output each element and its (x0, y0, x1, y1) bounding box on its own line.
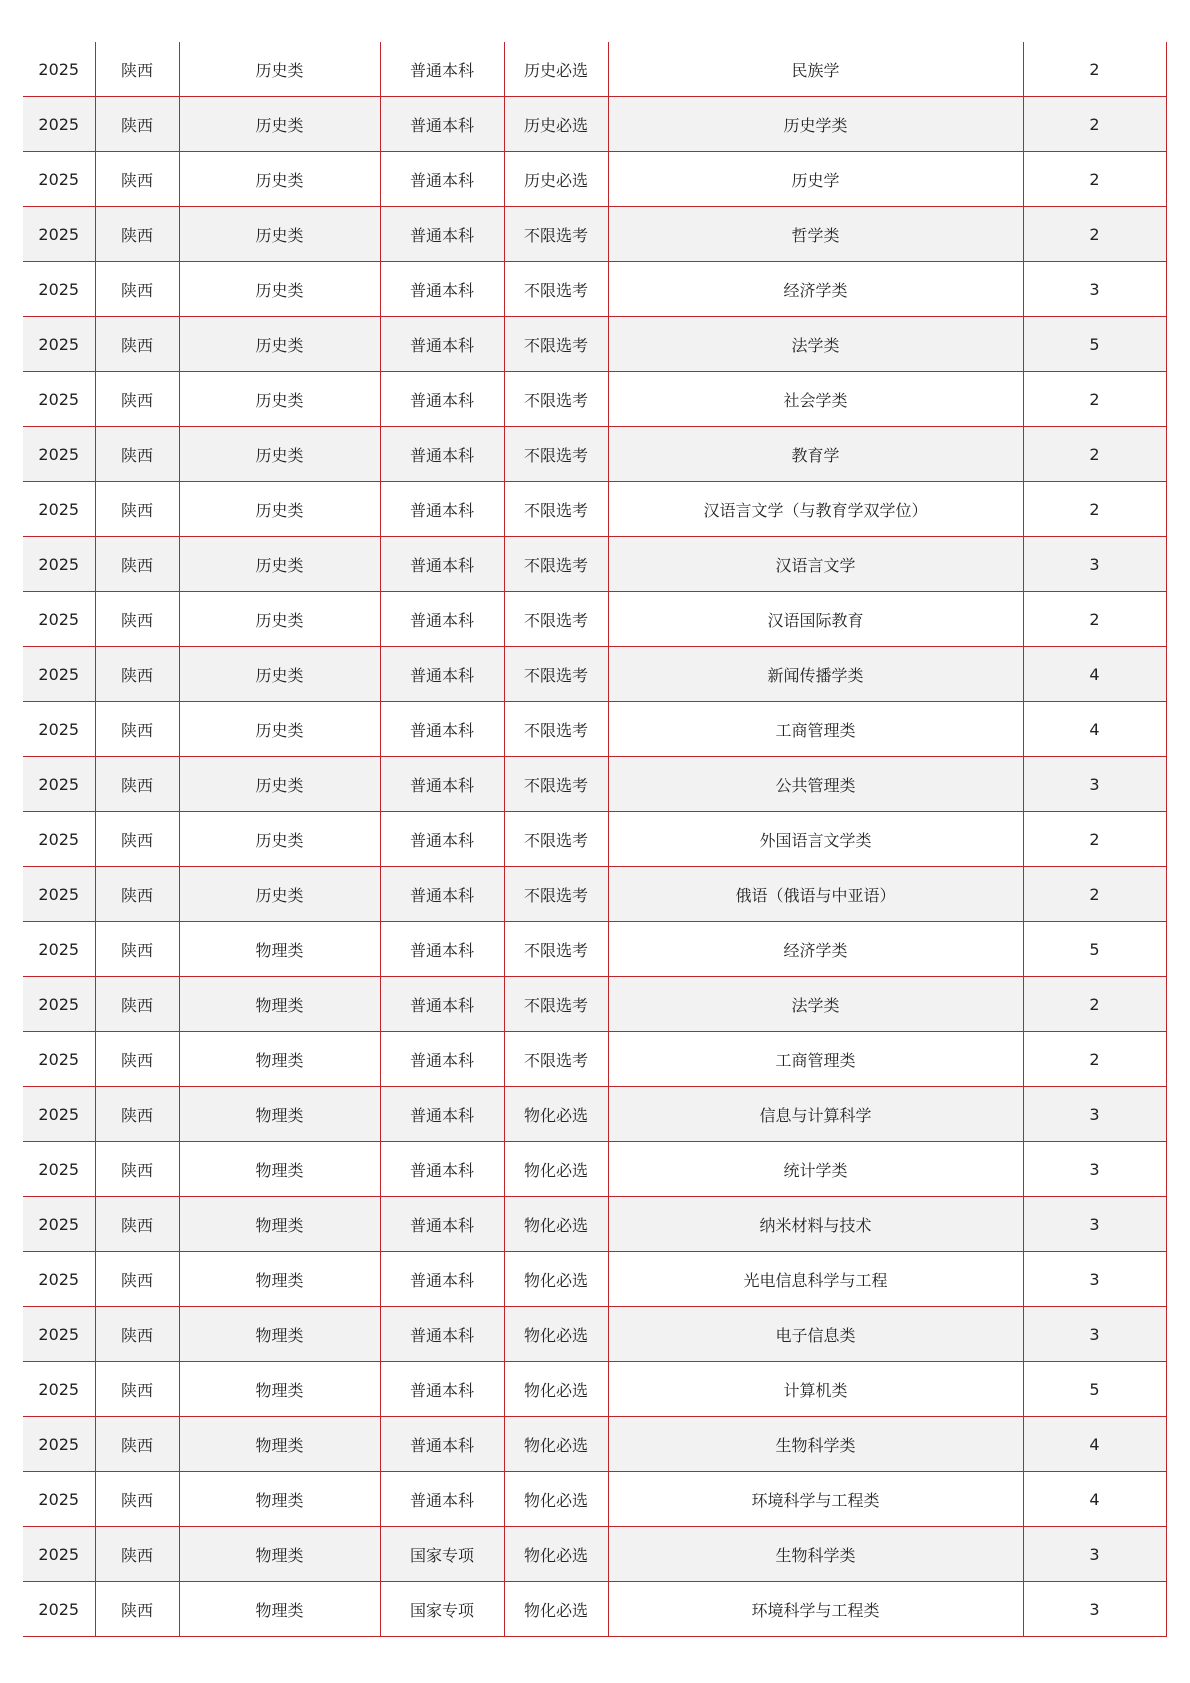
year-cell: 2025 (23, 1142, 95, 1197)
quota-cell: 2 (1023, 592, 1166, 647)
major-cell: 历史学 (608, 152, 1023, 207)
table-row (23, 42, 1166, 97)
quota-cell: 3 (1023, 1307, 1166, 1362)
batch-cell: 普通本科 (380, 317, 504, 372)
year-cell: 2025 (23, 1087, 95, 1142)
province-cell: 陕西 (95, 592, 179, 647)
subject-category-cell: 历史类 (179, 207, 380, 262)
quota-cell: 3 (1023, 262, 1166, 317)
table-row (23, 372, 1166, 427)
selection-requirement-cell: 物化必选 (504, 1582, 608, 1637)
batch-cell: 普通本科 (380, 372, 504, 427)
province-cell: 陕西 (95, 1197, 179, 1252)
year-cell: 2025 (23, 42, 95, 97)
selection-requirement-cell: 物化必选 (504, 1472, 608, 1527)
batch-cell: 普通本科 (380, 1362, 504, 1417)
quota-cell: 2 (1023, 1032, 1166, 1087)
table-row (23, 592, 1166, 647)
major-cell: 公共管理类 (608, 757, 1023, 812)
year-cell: 2025 (23, 97, 95, 152)
selection-requirement-cell: 不限选考 (504, 702, 608, 757)
subject-category-cell: 物理类 (179, 1307, 380, 1362)
batch-cell: 普通本科 (380, 152, 504, 207)
major-cell: 计算机类 (608, 1362, 1023, 1417)
subject-category-cell: 物理类 (179, 1417, 380, 1472)
year-cell: 2025 (23, 977, 95, 1032)
major-cell: 外国语言文学类 (608, 812, 1023, 867)
table-row (23, 867, 1166, 922)
table-row (23, 1307, 1166, 1362)
selection-requirement-cell: 不限选考 (504, 1032, 608, 1087)
year-cell: 2025 (23, 152, 95, 207)
table-row (23, 1142, 1166, 1197)
quota-cell: 3 (1023, 1582, 1166, 1637)
selection-requirement-cell: 物化必选 (504, 1087, 608, 1142)
selection-requirement-cell: 不限选考 (504, 372, 608, 427)
selection-requirement-cell: 不限选考 (504, 922, 608, 977)
batch-cell: 普通本科 (380, 482, 504, 537)
table-row (23, 537, 1166, 592)
year-cell: 2025 (23, 1252, 95, 1307)
year-cell: 2025 (23, 757, 95, 812)
table-row (23, 1417, 1166, 1472)
major-cell: 社会学类 (608, 372, 1023, 427)
province-cell: 陕西 (95, 757, 179, 812)
table-row (23, 647, 1166, 702)
province-cell: 陕西 (95, 427, 179, 482)
quota-cell: 2 (1023, 42, 1166, 97)
year-cell: 2025 (23, 592, 95, 647)
subject-category-cell: 历史类 (179, 702, 380, 757)
selection-requirement-cell: 物化必选 (504, 1362, 608, 1417)
table-row (23, 1252, 1166, 1307)
province-cell: 陕西 (95, 482, 179, 537)
province-cell: 陕西 (95, 207, 179, 262)
major-cell: 汉语言文学 (608, 537, 1023, 592)
batch-cell: 普通本科 (380, 207, 504, 262)
major-cell: 教育学 (608, 427, 1023, 482)
subject-category-cell: 物理类 (179, 1362, 380, 1417)
selection-requirement-cell: 物化必选 (504, 1197, 608, 1252)
province-cell: 陕西 (95, 867, 179, 922)
quota-cell: 3 (1023, 1252, 1166, 1307)
major-cell: 纳米材料与技术 (608, 1197, 1023, 1252)
batch-cell: 普通本科 (380, 1472, 504, 1527)
major-cell: 新闻传播学类 (608, 647, 1023, 702)
selection-requirement-cell: 不限选考 (504, 867, 608, 922)
enrollment-plan-sheet (23, 42, 1166, 1637)
subject-category-cell: 历史类 (179, 42, 380, 97)
quota-cell: 2 (1023, 97, 1166, 152)
major-cell: 光电信息科学与工程 (608, 1252, 1023, 1307)
year-cell: 2025 (23, 922, 95, 977)
table-row (23, 1087, 1166, 1142)
major-cell: 哲学类 (608, 207, 1023, 262)
quota-cell: 3 (1023, 1142, 1166, 1197)
province-cell: 陕西 (95, 1087, 179, 1142)
batch-cell: 普通本科 (380, 1252, 504, 1307)
subject-category-cell: 物理类 (179, 1472, 380, 1527)
subject-category-cell: 历史类 (179, 97, 380, 152)
province-cell: 陕西 (95, 647, 179, 702)
year-cell: 2025 (23, 207, 95, 262)
subject-category-cell: 物理类 (179, 1252, 380, 1307)
major-cell: 法学类 (608, 977, 1023, 1032)
table-row (23, 482, 1166, 537)
subject-category-cell: 历史类 (179, 427, 380, 482)
table-row (23, 757, 1166, 812)
selection-requirement-cell: 物化必选 (504, 1527, 608, 1582)
year-cell: 2025 (23, 537, 95, 592)
subject-category-cell: 物理类 (179, 1582, 380, 1637)
province-cell: 陕西 (95, 262, 179, 317)
year-cell: 2025 (23, 317, 95, 372)
selection-requirement-cell: 不限选考 (504, 592, 608, 647)
major-cell: 环境科学与工程类 (608, 1472, 1023, 1527)
year-cell: 2025 (23, 1032, 95, 1087)
subject-category-cell: 历史类 (179, 152, 380, 207)
quota-cell: 3 (1023, 1197, 1166, 1252)
quota-cell: 2 (1023, 867, 1166, 922)
selection-requirement-cell: 不限选考 (504, 262, 608, 317)
selection-requirement-cell: 历史必选 (504, 97, 608, 152)
province-cell: 陕西 (95, 1252, 179, 1307)
quota-cell: 3 (1023, 1527, 1166, 1582)
year-cell: 2025 (23, 262, 95, 317)
quota-cell: 2 (1023, 427, 1166, 482)
table-row (23, 97, 1166, 152)
table-row (23, 1362, 1166, 1417)
batch-cell: 普通本科 (380, 97, 504, 152)
year-cell: 2025 (23, 647, 95, 702)
table-row (23, 152, 1166, 207)
batch-cell: 普通本科 (380, 757, 504, 812)
batch-cell: 国家专项 (380, 1582, 504, 1637)
subject-category-cell: 历史类 (179, 647, 380, 702)
subject-category-cell: 历史类 (179, 372, 380, 427)
selection-requirement-cell: 不限选考 (504, 812, 608, 867)
province-cell: 陕西 (95, 922, 179, 977)
quota-cell: 4 (1023, 702, 1166, 757)
selection-requirement-cell: 物化必选 (504, 1252, 608, 1307)
enrollment-plan-table (23, 42, 1167, 1637)
major-cell: 经济学类 (608, 262, 1023, 317)
table-row (23, 922, 1166, 977)
year-cell: 2025 (23, 1582, 95, 1637)
batch-cell: 普通本科 (380, 537, 504, 592)
quota-cell: 4 (1023, 1472, 1166, 1527)
batch-cell: 普通本科 (380, 1307, 504, 1362)
major-cell: 工商管理类 (608, 1032, 1023, 1087)
province-cell: 陕西 (95, 42, 179, 97)
batch-cell: 普通本科 (380, 262, 504, 317)
year-cell: 2025 (23, 427, 95, 482)
selection-requirement-cell: 物化必选 (504, 1142, 608, 1197)
quota-cell: 2 (1023, 812, 1166, 867)
quota-cell: 2 (1023, 207, 1166, 262)
batch-cell: 普通本科 (380, 702, 504, 757)
selection-requirement-cell: 不限选考 (504, 207, 608, 262)
table-row (23, 702, 1166, 757)
province-cell: 陕西 (95, 1362, 179, 1417)
batch-cell: 普通本科 (380, 977, 504, 1032)
province-cell: 陕西 (95, 1527, 179, 1582)
quota-cell: 2 (1023, 152, 1166, 207)
selection-requirement-cell: 不限选考 (504, 482, 608, 537)
selection-requirement-cell: 不限选考 (504, 647, 608, 702)
table-row (23, 1197, 1166, 1252)
subject-category-cell: 历史类 (179, 482, 380, 537)
selection-requirement-cell: 不限选考 (504, 537, 608, 592)
major-cell: 经济学类 (608, 922, 1023, 977)
province-cell: 陕西 (95, 317, 179, 372)
major-cell: 环境科学与工程类 (608, 1582, 1023, 1637)
selection-requirement-cell: 不限选考 (504, 317, 608, 372)
major-cell: 生物科学类 (608, 1527, 1023, 1582)
batch-cell: 普通本科 (380, 922, 504, 977)
province-cell: 陕西 (95, 812, 179, 867)
major-cell: 电子信息类 (608, 1307, 1023, 1362)
batch-cell: 普通本科 (380, 427, 504, 482)
major-cell: 信息与计算科学 (608, 1087, 1023, 1142)
province-cell: 陕西 (95, 1582, 179, 1637)
table-row (23, 1527, 1166, 1582)
subject-category-cell: 物理类 (179, 922, 380, 977)
selection-requirement-cell: 不限选考 (504, 977, 608, 1032)
year-cell: 2025 (23, 372, 95, 427)
province-cell: 陕西 (95, 1142, 179, 1197)
major-cell: 法学类 (608, 317, 1023, 372)
major-cell: 汉语言文学（与教育学双学位） (608, 482, 1023, 537)
table-row (23, 977, 1166, 1032)
batch-cell: 普通本科 (380, 1142, 504, 1197)
subject-category-cell: 物理类 (179, 1142, 380, 1197)
year-cell: 2025 (23, 482, 95, 537)
table-row (23, 1582, 1166, 1637)
province-cell: 陕西 (95, 1032, 179, 1087)
major-cell: 生物科学类 (608, 1417, 1023, 1472)
major-cell: 俄语（俄语与中亚语） (608, 867, 1023, 922)
subject-category-cell: 历史类 (179, 812, 380, 867)
province-cell: 陕西 (95, 977, 179, 1032)
quota-cell: 4 (1023, 647, 1166, 702)
batch-cell: 国家专项 (380, 1527, 504, 1582)
major-cell: 工商管理类 (608, 702, 1023, 757)
table-row (23, 317, 1166, 372)
table-row (23, 812, 1166, 867)
batch-cell: 普通本科 (380, 1032, 504, 1087)
subject-category-cell: 物理类 (179, 1087, 380, 1142)
subject-category-cell: 历史类 (179, 317, 380, 372)
subject-category-cell: 物理类 (179, 1197, 380, 1252)
year-cell: 2025 (23, 1417, 95, 1472)
quota-cell: 3 (1023, 537, 1166, 592)
batch-cell: 普通本科 (380, 42, 504, 97)
quota-cell: 5 (1023, 1362, 1166, 1417)
table-row (23, 1032, 1166, 1087)
selection-requirement-cell: 历史必选 (504, 152, 608, 207)
table-body (23, 42, 1166, 1637)
selection-requirement-cell: 历史必选 (504, 42, 608, 97)
quota-cell: 5 (1023, 317, 1166, 372)
quota-cell: 3 (1023, 757, 1166, 812)
batch-cell: 普通本科 (380, 1417, 504, 1472)
selection-requirement-cell: 不限选考 (504, 757, 608, 812)
subject-category-cell: 历史类 (179, 867, 380, 922)
province-cell: 陕西 (95, 702, 179, 757)
major-cell: 历史学类 (608, 97, 1023, 152)
quota-cell: 3 (1023, 1087, 1166, 1142)
subject-category-cell: 物理类 (179, 1527, 380, 1582)
province-cell: 陕西 (95, 1472, 179, 1527)
province-cell: 陕西 (95, 537, 179, 592)
quota-cell: 2 (1023, 482, 1166, 537)
year-cell: 2025 (23, 1362, 95, 1417)
batch-cell: 普通本科 (380, 867, 504, 922)
year-cell: 2025 (23, 867, 95, 922)
quota-cell: 4 (1023, 1417, 1166, 1472)
province-cell: 陕西 (95, 97, 179, 152)
year-cell: 2025 (23, 1197, 95, 1252)
quota-cell: 2 (1023, 372, 1166, 427)
province-cell: 陕西 (95, 1417, 179, 1472)
table-row (23, 262, 1166, 317)
quota-cell: 5 (1023, 922, 1166, 977)
subject-category-cell: 物理类 (179, 977, 380, 1032)
batch-cell: 普通本科 (380, 1197, 504, 1252)
province-cell: 陕西 (95, 372, 179, 427)
year-cell: 2025 (23, 1527, 95, 1582)
major-cell: 民族学 (608, 42, 1023, 97)
batch-cell: 普通本科 (380, 592, 504, 647)
subject-category-cell: 历史类 (179, 592, 380, 647)
selection-requirement-cell: 不限选考 (504, 427, 608, 482)
batch-cell: 普通本科 (380, 812, 504, 867)
major-cell: 汉语国际教育 (608, 592, 1023, 647)
table-row (23, 1472, 1166, 1527)
selection-requirement-cell: 物化必选 (504, 1307, 608, 1362)
province-cell: 陕西 (95, 1307, 179, 1362)
year-cell: 2025 (23, 1307, 95, 1362)
year-cell: 2025 (23, 702, 95, 757)
subject-category-cell: 历史类 (179, 537, 380, 592)
batch-cell: 普通本科 (380, 647, 504, 702)
major-cell: 统计学类 (608, 1142, 1023, 1197)
year-cell: 2025 (23, 1472, 95, 1527)
year-cell: 2025 (23, 812, 95, 867)
selection-requirement-cell: 物化必选 (504, 1417, 608, 1472)
subject-category-cell: 历史类 (179, 262, 380, 317)
subject-category-cell: 历史类 (179, 757, 380, 812)
quota-cell: 2 (1023, 977, 1166, 1032)
subject-category-cell: 物理类 (179, 1032, 380, 1087)
table-row (23, 427, 1166, 482)
batch-cell: 普通本科 (380, 1087, 504, 1142)
table-row (23, 207, 1166, 262)
province-cell: 陕西 (95, 152, 179, 207)
